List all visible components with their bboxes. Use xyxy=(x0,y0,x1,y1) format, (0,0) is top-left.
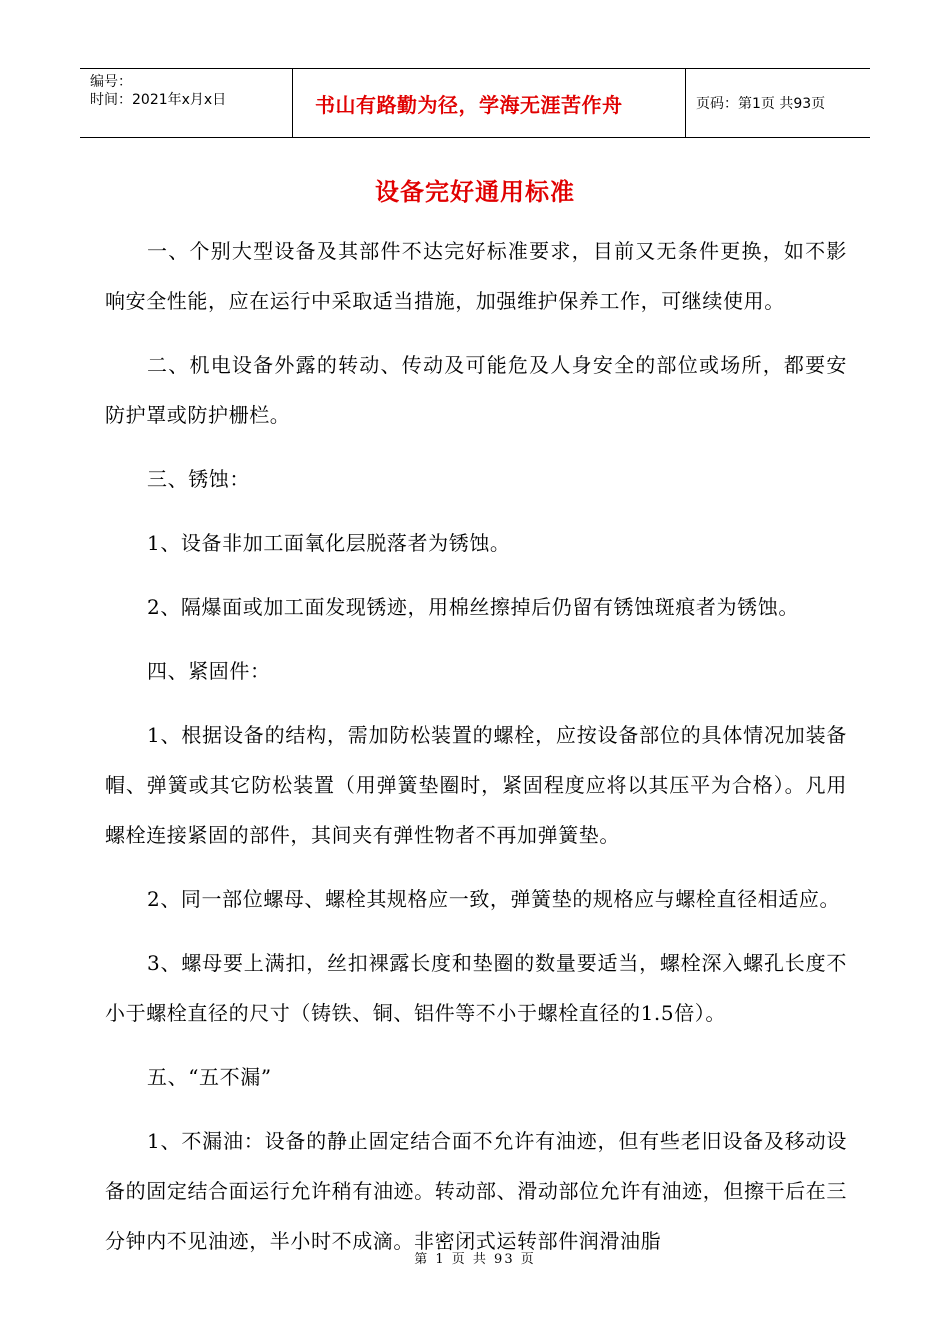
document-body xyxy=(105,226,847,1266)
paragraph: 1、不漏油：设备的静止固定结合面不允许有油迹，但有些老旧设备及移动设备的固定结合面运行允许稍有油迹。转动部、滑动部位允许有油迹，但擦干后在三分钟内不见油迹，半小时不成滴。非密闭式运转部件润滑油脂 xyxy=(105,1129,847,1253)
paragraph: 1、设备非加工面氧化层脱落者为锈蚀。 xyxy=(147,531,511,555)
paragraph: 2、隔爆面或加工面发现锈迹，用棉丝擦掉后仍留有锈蚀斑痕者为锈蚀。 xyxy=(147,595,799,619)
document-title: 设备完好通用标准 xyxy=(375,178,575,206)
paragraph: 二、机电设备外露的转动、传动及可能危及人身安全的部位或场所，都要安防护罩或防护栅栏。 xyxy=(105,353,847,427)
time-label: 时间：2021年x月x日 xyxy=(90,92,227,108)
paragraph: 3、螺母要上满扣，丝扣裸露长度和垫圈的数量要适当，螺栓深入螺孔长度不小于螺栓直径的尺寸（铸铁、铜、铝件等不小于螺栓直径的1.5倍）。 xyxy=(105,951,847,1025)
header-motto: 书山有路勤为径，学海无涯苦作舟 xyxy=(293,69,686,137)
paragraph: 一、个别大型设备及其部件不达完好标准要求，目前又无条件更换，如不影响安全性能，应在运行中采取适当措施，加强维护保养工作，可继续使用。 xyxy=(105,239,847,313)
paragraph: 三、锈蚀： xyxy=(147,467,250,491)
paragraph: 五、“五不漏” xyxy=(147,1065,272,1089)
paragraph: 1、根据设备的结构，需加防松装置的螺栓，应按设备部位的具体情况加装备帽、弹簧或其它防松装置（用弹簧垫圈时，紧固程度应将以其压平为合格）。凡用螺栓连接紧固的部件，其间夹有弹性物者不再加弹簧垫。 xyxy=(105,723,847,847)
paragraph: 2、同一部位螺母、螺栓其规格应一致，弹簧垫的规格应与螺栓直径相适应。 xyxy=(147,887,841,911)
page-header xyxy=(80,68,870,138)
number-label: 编号： xyxy=(90,74,132,90)
header-meta xyxy=(80,69,293,137)
paragraph: 四、紧固件： xyxy=(147,659,271,683)
page-footer: 第 1 页 共 93 页 xyxy=(414,1252,536,1267)
header-page-info: 页码：第1页 共93页 xyxy=(696,96,826,112)
